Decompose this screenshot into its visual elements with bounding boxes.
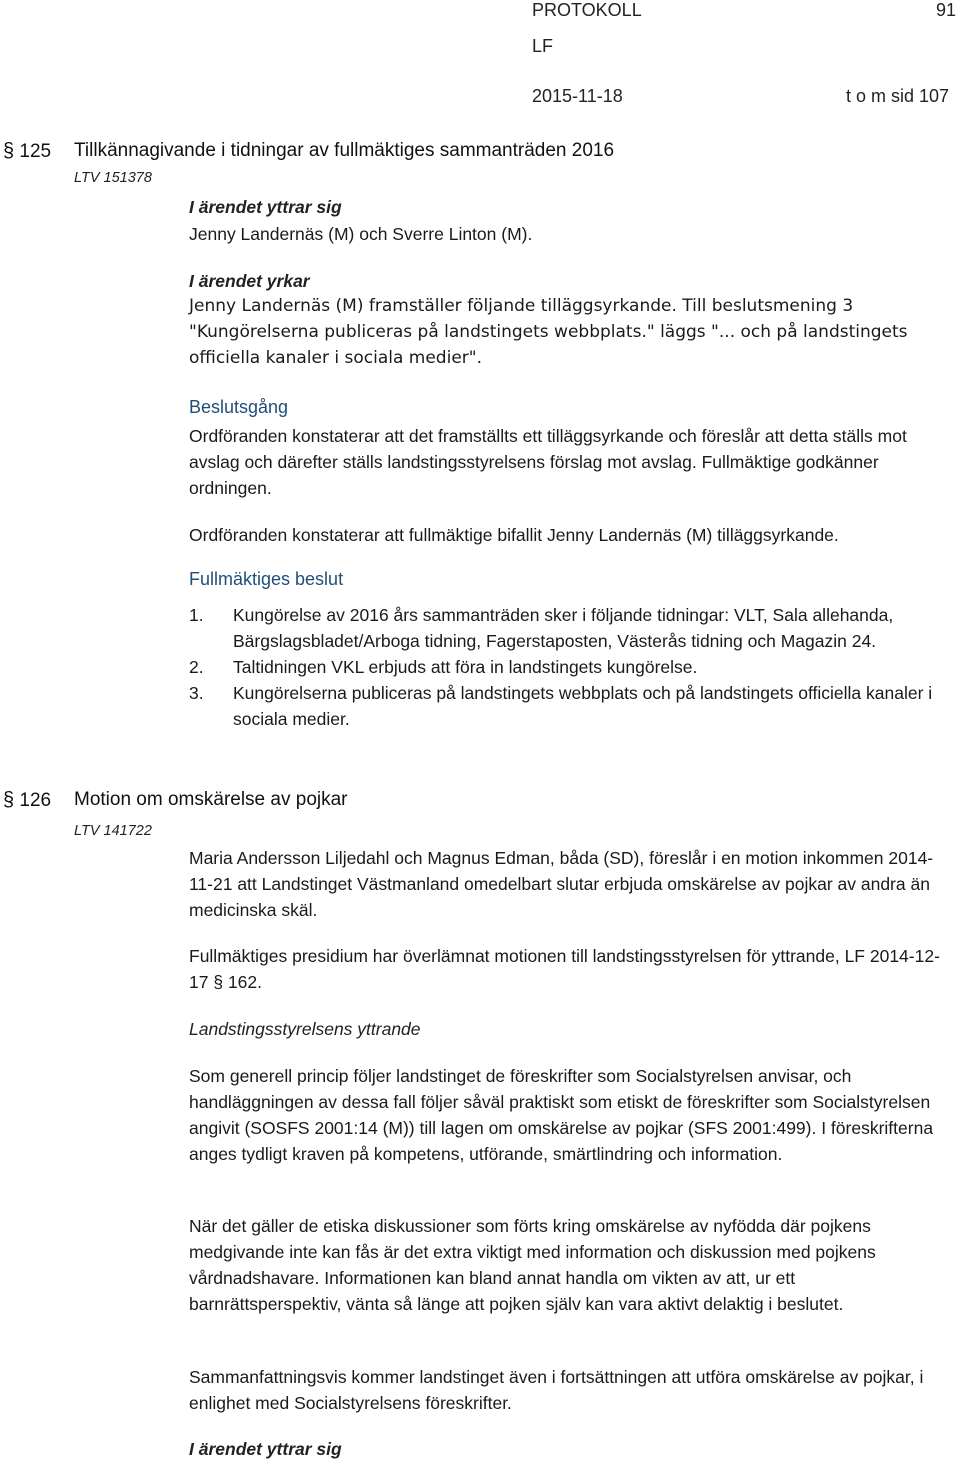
- decision-number: 3.: [189, 683, 204, 703]
- referral-text: Fullmäktiges presidium har överlämnat motionen till landstingsstyrelsen för yttrande, LF 2014-12-17: [189, 946, 940, 992]
- referral-paragraph: [189, 943, 949, 995]
- speakers-text: Jenny Landernäs (M) och Sverre Linton (M).: [189, 224, 533, 244]
- section-sign: §: [3, 789, 15, 811]
- referral-section-number: 162.: [227, 972, 263, 992]
- decision-text: Kungörelse av 2016 års sammanträden sker i följande tidningar: VLT, Sala allehanda, Bärgslagsbladet/Arboga tidning, Fagerstaposten, Västerås tidning och Magazin 24.: [233, 605, 894, 651]
- document-date: 2015-11-18: [532, 86, 623, 106]
- decision-heading: Fullmäktiges beslut: [189, 569, 344, 589]
- decision-item: [189, 602, 949, 654]
- page-range: t o m sid 107: [846, 86, 950, 106]
- decision-number: 1.: [189, 605, 204, 625]
- statement-paragraph: Som generell princip följer landstinget de föreskrifter som Socialstyrelsen anvisar, och handläggningen av dessa fall följer såväl praktiskt som etiskt de föreskrifter som Socialstyrelsen angivit (SOSFS 2001:14 (M)) till lagen om omskärelse av pojkar (SFS 2001:499). I föreskrifterna anges tydligt kraven på kompetens, utförande, smärtlindring och information.: [189, 1066, 934, 1164]
- motion-heading: I ärendet yrkar: [189, 271, 310, 291]
- process-conclusion: Ordföranden konstaterar att fullmäktige bifallit Jenny Landernäs (M) tilläggsyrkande.: [189, 525, 839, 545]
- section-number: 126: [19, 790, 52, 811]
- section-125-heading: [3, 138, 51, 165]
- section-title: Tillkännagivande i tidningar av fullmäktiges sammanträden 2016: [74, 140, 615, 161]
- decision-list: [189, 602, 949, 732]
- section-number: 125: [19, 141, 52, 162]
- summary-paragraph: Sammanfattningsvis kommer landstinget även i fortsättningen att utföra omskärelse av pojkar, i enlighet med Socialstyrelsens föreskrifter.: [189, 1367, 924, 1413]
- organization: LF: [532, 36, 554, 56]
- speakers-heading: I ärendet yttrar sig: [189, 197, 342, 217]
- page-number: 91: [936, 0, 957, 20]
- decision-text: Taltidningen VKL erbjuds att föra in landstingets kungörelse.: [233, 657, 698, 677]
- decision-text: Kungörelserna publiceras på landstingets webbplats och på landstingets officiella kanaler i sociala medier.: [233, 683, 933, 729]
- decision-item: [189, 654, 949, 680]
- case-reference: LTV 151378: [74, 170, 152, 186]
- decision-number: 2.: [189, 657, 204, 677]
- process-paragraph: Ordföranden konstaterar att det framställts ett tilläggsyrkande och föreslår att detta ställs mot avslag och därefter ställs landstingsstyrelsens förslag mot avslag. Fullmäktige godkänner ordningen.: [189, 426, 907, 498]
- motion-summary: Maria Andersson Liljedahl och Magnus Edman, båda (SD), föreslår i en motion inkommen 2014-11-21 att Landstinget Västmanland omedelbart slutar erbjuda omskärelse av pojkar av andra än medicinska skäl.: [189, 848, 934, 920]
- section-sign: §: [213, 972, 224, 992]
- statement-heading: Landstingsstyrelsens yttrande: [189, 1019, 421, 1039]
- document-type: PROTOKOLL: [532, 0, 642, 20]
- motion-text: Jenny Landernäs (M) framställer följande tilläggsyrkande. Till beslutsmening 3 "Kungörelserna publiceras på landstingets webbplats." läggs "... och på landstingets officiella kanaler i sociala medier".: [189, 296, 908, 368]
- process-heading: Beslutsgång: [189, 397, 289, 417]
- speakers-heading: I ärendet yttrar sig: [189, 1439, 342, 1459]
- case-reference: LTV 141722: [74, 823, 152, 839]
- decision-item: [189, 680, 949, 732]
- section-126-heading: [3, 787, 51, 814]
- section-sign: §: [3, 140, 15, 162]
- section-title: Motion om omskärelse av pojkar: [74, 789, 348, 810]
- statement-paragraph: När det gäller de etiska diskussioner som förts kring omskärelse av nyfödda där pojkens medgivande inte kan fås är det extra viktigt med information och diskussion med pojkens vårdnadshavare. Informationen kan bland annat handla om vikten av att, ur ett barnrättsperspektiv, vänta så länge att pojken själv kan vara aktivt delaktig i beslutet.: [189, 1216, 876, 1314]
